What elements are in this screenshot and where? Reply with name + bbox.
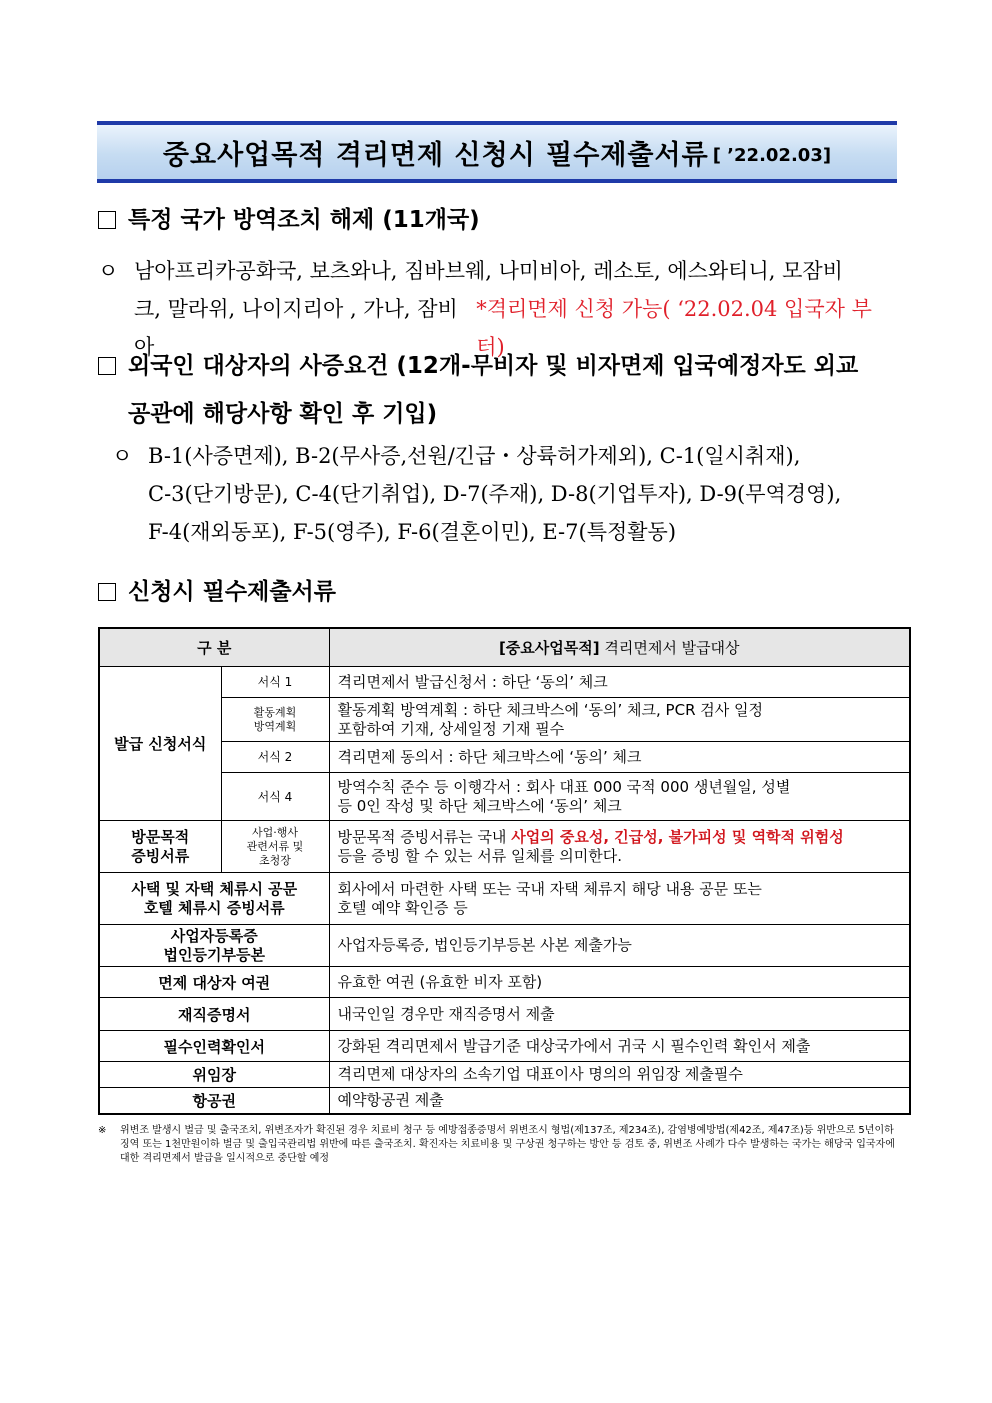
table-row [99, 1062, 910, 1088]
row-description: 활동계획 방역계획 : 하단 체크박스에 ‘동의’ 체크, PCR 검사 일정 포함하여 기재, 상세일정 기재 필수 [329, 698, 910, 742]
form-id: 서식 1 [221, 667, 329, 698]
section-checkbox-icon [98, 211, 116, 229]
table-row [99, 1031, 910, 1062]
row-description: 격리면제서 발급신청서 : 하단 ‘동의’ 체크 [329, 667, 910, 698]
row-label: 위임장 [99, 1062, 329, 1088]
row-description: 사업자등록증, 법인등기부등본 사본 제출가능 [329, 925, 910, 967]
country-list-line-2: 크, 말라위, 나이지리아 , 가나, 잠비아 [134, 297, 458, 359]
table-row [99, 925, 910, 967]
section-checkbox-icon [98, 357, 116, 375]
row-label: 사업자등록증 법인등기부등본 [99, 925, 329, 967]
section-2-body [112, 437, 902, 551]
row-description: 내국인일 경우만 재직증명서 제출 [329, 998, 910, 1031]
section-2-heading [98, 346, 898, 438]
row-description: 방문목적 증빙서류는 국내 사업의 중요성, 긴급성, 불가피성 및 역학적 위험성 등을 증빙 할 수 있는 서류 일체를 의미한다. [329, 821, 910, 873]
row-label: 방문목적 증빙서류 [99, 821, 221, 873]
table-row [99, 698, 910, 742]
required-documents-table [98, 627, 911, 1115]
group-label-application-forms: 발급 신청서식 [99, 667, 221, 821]
section-2-title-line-1: 외국인 대상자의 사증요건 (12개-무비자 및 비자면제 입국예정자도 외교 [128, 353, 859, 379]
visa-list-line-2: C-3(단기방문), C-4(단기취업), D-7(주재), D-8(기업투자), D-9(무역경영), [148, 482, 842, 506]
visa-list-line-3: F-4(재외동포), F-5(영주), F-6(결혼이민), E-7(특정활동) [148, 520, 677, 544]
row-description: 강화된 격리면제서 발급기준 대상국가에서 귀국 시 필수인력 확인서 제출 [329, 1031, 910, 1062]
visa-list-line-1: B-1(사증면제), B-2(무사증,선원/긴급・상륙허가제외), C-1(일시취재), [148, 444, 801, 468]
row-label: 사택 및 자택 체류시 공문 호텔 체류시 증빙서류 [99, 873, 329, 925]
section-1-title: 특정 국가 방역조치 해제 (11개국) [128, 207, 480, 233]
form-id: 사업·행사 관련서류 및 초청장 [221, 821, 329, 873]
table-row [99, 667, 910, 698]
section-3-title: 신청시 필수제출서류 [128, 579, 336, 605]
form-id: 서식 4 [221, 773, 329, 821]
table-row [99, 773, 910, 821]
exemption-note: *격리면제 신청 가능( ‘22.02.04 입국자 부터) [476, 297, 872, 359]
country-list-line-1: 남아프리카공화국, 보츠와나, 짐바브웨, 나미비아, 레소토, 에스와티니, 모잠비 [134, 259, 843, 283]
row-description: 회사에서 마련한 사택 또는 국내 자택 체류지 해당 내용 공문 또는 호텔 예약 확인증 등 [329, 873, 910, 925]
table-header-category: 구 분 [99, 628, 329, 667]
section-checkbox-icon [98, 583, 116, 601]
section-1-heading [98, 200, 480, 240]
footnote [98, 1124, 898, 1166]
row-description: 유효한 여권 (유효한 비자 포함) [329, 967, 910, 998]
row-description: 방역수칙 준수 등 이행각서 : 회사 대표 000 국적 000 생년월일, 성별 등 0인 작성 및 하단 체크박스에 ‘동의’ 체크 [329, 773, 910, 821]
row-description: 격리면제 동의서 : 하단 체크박스에 ‘동의’ 체크 [329, 742, 910, 773]
document-date: [ ’22.02.03] [712, 144, 832, 166]
form-id: 서식 2 [221, 742, 329, 773]
table-row [99, 967, 910, 998]
form-id: 활동계획 방역계획 [221, 698, 329, 742]
row-label: 필수인력확인서 [99, 1031, 329, 1062]
table-row [99, 821, 910, 873]
row-description: 격리면제 대상자의 소속기업 대표이사 명의의 위임장 제출필수 [329, 1062, 910, 1088]
table-row [99, 998, 910, 1031]
bullet-icon: ㅇ [112, 444, 133, 468]
bullet-icon: ㅇ [98, 259, 119, 283]
section-3-heading [98, 572, 336, 612]
table-row [99, 873, 910, 925]
row-label: 항공권 [99, 1088, 329, 1114]
document-title: 중요사업목적 격리면제 신청시 필수제출서류 [162, 139, 709, 171]
footnote-mark: ※ [98, 1125, 107, 1136]
table-header-row [99, 628, 910, 667]
table-row [99, 1088, 910, 1114]
row-label: 재직증명서 [99, 998, 329, 1031]
row-label: 면제 대상자 여권 [99, 967, 329, 998]
table-header-target: [중요사업목적] 격리면제서 발급대상 [329, 628, 910, 667]
row-description: 예약항공권 제출 [329, 1088, 910, 1114]
table-row [99, 742, 910, 773]
document-title-banner [97, 121, 897, 183]
footnote-text: 위변조 발생시 벌금 및 출국조치, 위변조자가 확진된 경우 치료비 청구 등 예방접종증명서 위변조시 형법(제137조, 제234조), 감염병예방법(제42조, 제47조)등 위반으로 5년이하 징역 또는 1천만원이하 벌금 및 출입국관리법 위반에 따른 출국조치. 확진자는 치료비용 및 구상권 청구하는 방안 등 검토 중, 위변조 사례가 다수 발생하는 국가는 해당국 입국자에 대한 격리면제서 발급을 일시적으로 중단할 예정 [120, 1125, 895, 1164]
section-2-title-line-2: 공관에 해당사항 확인 후 기입) [128, 401, 438, 427]
